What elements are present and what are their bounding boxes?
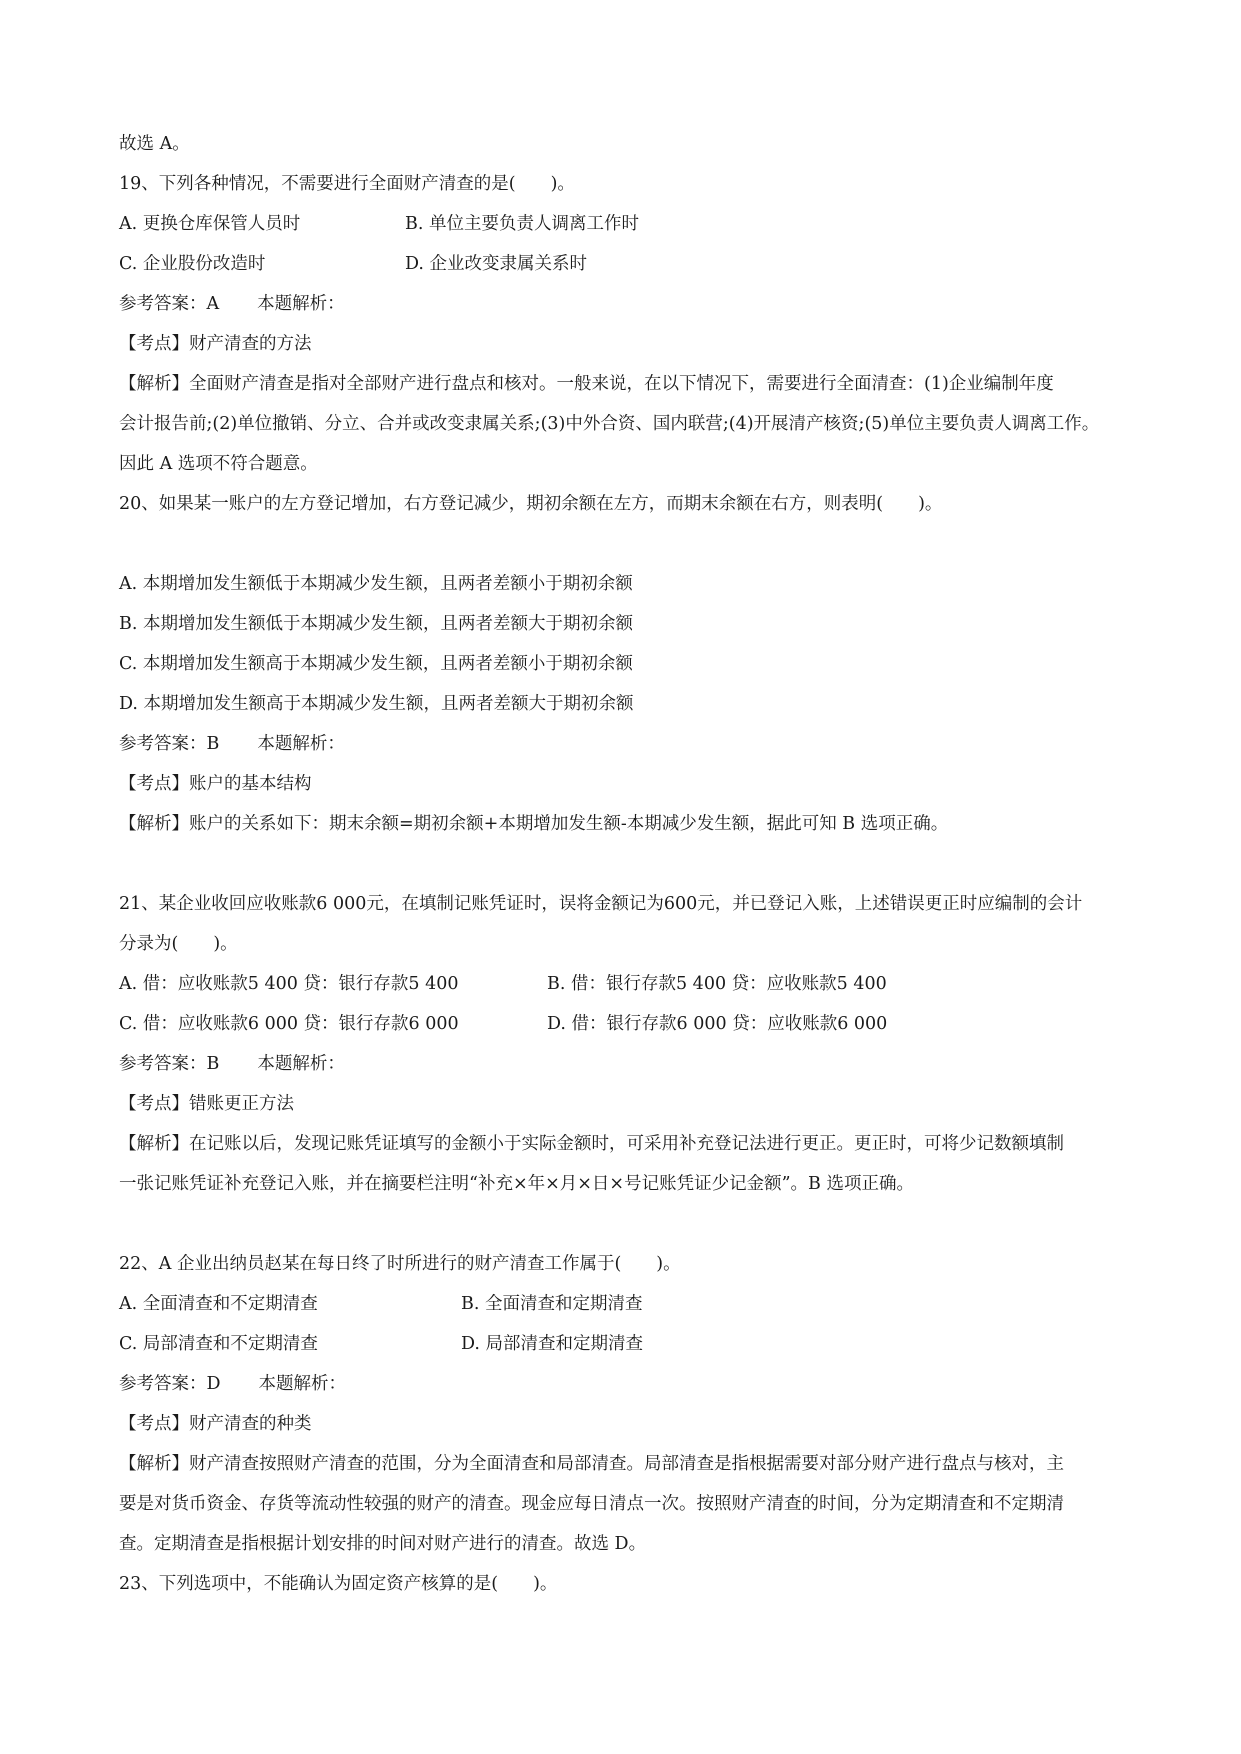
question-20-answer [119, 733, 345, 755]
question-23-stem: 23、下列选项中，不能确认为固定资产核算的是( )。 [119, 1574, 558, 1594]
question-19-options-row-2 [119, 253, 588, 275]
question-21-stem-line-2: 分录为( )。 [119, 934, 238, 954]
question-20-analysis-line-1: 【解析】账户的关系如下：期末余额=期初余额+本期增加发生额-本期减少发生额，据此可知 B 选项正确。 [119, 814, 949, 834]
question-22-analysis-line-1: 【解析】财产清查按照财产清查的范围，分为全面清查和局部清查。局部清查是指根据需要对部分财产进行盘点与核对，主 [119, 1454, 1064, 1474]
option-b: B. 单位主要负责人调离工作时 [405, 214, 639, 234]
question-22-point: 【考点】财产清查的种类 [119, 1414, 312, 1434]
question-19-point: 【考点】财产清查的方法 [119, 334, 312, 354]
question-21-analysis-line-1: 【解析】在记账以后，发现记账凭证填写的金额小于实际金额时，可采用补充登记法进行更正。更正时，可将少记数额填制 [119, 1134, 1064, 1154]
question-19-answer [119, 293, 345, 315]
option-d: D. 企业改变隶属关系时 [405, 254, 588, 274]
question-19-stem: 19、下列各种情况，不需要进行全面财产清查的是( )。 [119, 174, 575, 194]
question-21-options-row-2 [119, 1013, 888, 1035]
option-a: A. 全面清查和不定期清查 [119, 1294, 318, 1314]
question-22-answer [119, 1373, 346, 1395]
analysis-label: 本题解析： [258, 1374, 347, 1394]
option-c: C. 企业股份改造时 [119, 254, 266, 274]
option-c: C. 局部清查和不定期清查 [119, 1334, 318, 1354]
option-d: D. 借：银行存款6 000 贷：应收账款6 000 [547, 1014, 888, 1034]
answer-label: 参考答案：B [119, 734, 220, 754]
option-b: B. 全面清查和定期清查 [461, 1294, 643, 1314]
question-21-stem-line-1: 21、某企业收回应收账款6 000元，在填制记账凭证时，误将金额记为600元，并已登记入账，上述错误更正时应编制的会计 [119, 894, 1083, 914]
question-21-analysis-line-2: 一张记账凭证补充登记入账，并在摘要栏注明“补充×年×月×日×号记账凭证少记金额”。B 选项正确。 [119, 1174, 914, 1194]
question-20-option-c: C. 本期增加发生额高于本期减少发生额，且两者差额小于期初余额 [119, 654, 633, 674]
option-a: A. 借：应收账款5 400 贷：银行存款5 400 [119, 974, 459, 994]
question-19-analysis-line-2: 会计报告前;(2)单位撤销、分立、合并或改变隶属关系;(3)中外合资、国内联营;(4)开展清产核资;(5)单位主要负责人调离工作。 [119, 414, 1100, 434]
question-21-answer [119, 1053, 345, 1075]
answer-label: 参考答案：A [119, 294, 220, 314]
analysis-label: 本题解析： [257, 1054, 345, 1074]
question-22-options-row-1 [119, 1293, 643, 1315]
question-20-option-d: D. 本期增加发生额高于本期减少发生额，且两者差额大于期初余额 [119, 694, 634, 714]
question-21-point: 【考点】错账更正方法 [119, 1094, 294, 1114]
question-22-options-row-2 [119, 1333, 644, 1355]
question-20-stem: 20、如果某一账户的左方登记增加，右方登记减少，期初余额在左方，而期末余额在右方，则表明( )。 [119, 494, 943, 514]
question-22-analysis-line-2: 要是对货币资金、存货等流动性较强的财产的清查。现金应每日清点一次。按照财产清查的时间，分为定期清查和不定期清 [119, 1494, 1064, 1514]
option-d: D. 局部清查和定期清查 [461, 1334, 644, 1354]
question-20-option-b: B. 本期增加发生额低于本期减少发生额，且两者差额大于期初余额 [119, 614, 633, 634]
question-22-stem: 22、A 企业出纳员赵某在每日终了时所进行的财产清查工作属于( )。 [119, 1254, 681, 1274]
question-19-options-row-1 [119, 213, 639, 235]
answer-label: 参考答案：B [119, 1054, 220, 1074]
lead-text: 故选 A。 [119, 134, 190, 154]
question-20-point: 【考点】账户的基本结构 [119, 774, 312, 794]
question-22-analysis-line-3: 查。定期清查是指根据计划安排的时间对财产进行的清查。故选 D。 [119, 1534, 647, 1554]
question-21-options-row-1 [119, 973, 887, 995]
option-a: A. 更换仓库保管人员时 [119, 214, 301, 234]
analysis-label: 本题解析： [257, 294, 345, 314]
analysis-label: 本题解析： [257, 734, 345, 754]
answer-label: 参考答案：D [119, 1374, 221, 1394]
option-c: C. 借：应收账款6 000 贷：银行存款6 000 [119, 1014, 459, 1034]
question-20-option-a: A. 本期增加发生额低于本期减少发生额，且两者差额小于期初余额 [119, 574, 633, 594]
question-19-analysis-line-3: 因此 A 选项不符合题意。 [119, 454, 318, 474]
option-b: B. 借：银行存款5 400 贷：应收账款5 400 [547, 974, 887, 994]
question-19-analysis-line-1: 【解析】全面财产清查是指对全部财产进行盘点和核对。一般来说，在以下情况下，需要进行全面清查：(1)企业编制年度 [119, 374, 1054, 394]
